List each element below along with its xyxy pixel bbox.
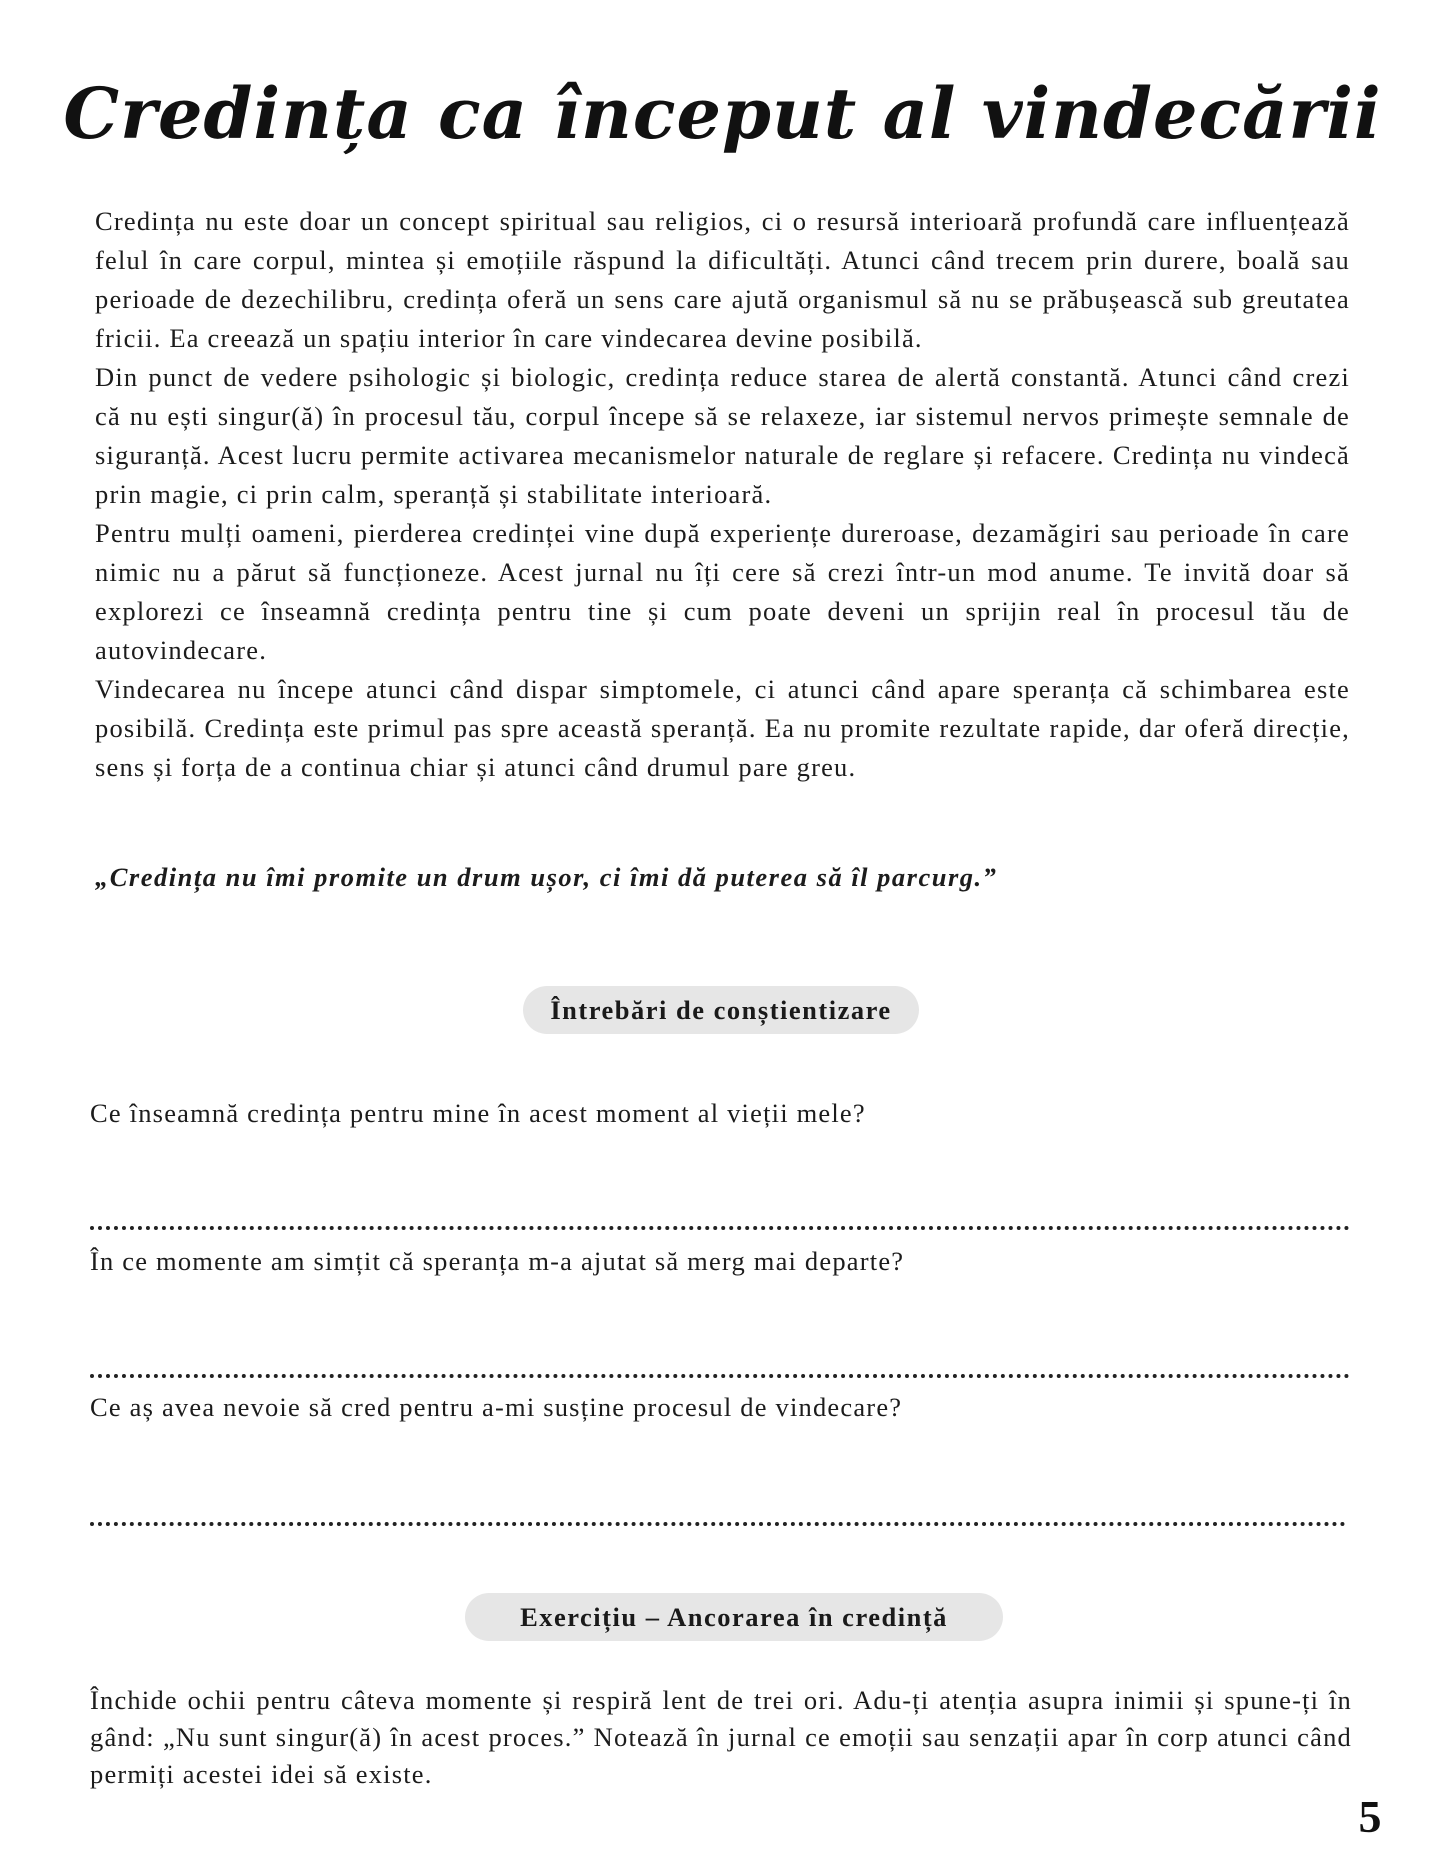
page-title: Credința ca început al vindecării [63, 72, 1382, 155]
intro-paragraph-3: Pentru mulți oameni, pierderea credinței vine după experiențe dureroase, dezamăgiri sau perioade în care nimic nu a părut să funcționeze. Acest jurnal nu îți cere să crezi într-un mod anume. Te invită doar să explorezi ce înseamnă credința pentru tine și cum poate deveni un sprijin real în procesul tău de autovindecare. [95, 518, 1350, 665]
intro-paragraph-2: Din punct de vedere psihologic și biologic, credința reduce starea de alertă constantă. Atunci când crezi că nu ești singur(ă) în procesul tău, corpul începe să se relaxeze, iar sistemul nervos primește semnale de siguranță. Acest lucru permite activarea mecanismelor naturale de reglare și refacere. Credința nu vindecă prin magie, ci prin calm, speranță și stabilitate interioară. [95, 362, 1350, 509]
exercise-text: Închide ochii pentru câteva momente și respiră lent de trei ori. Adu-ți atenția asupra inimii și spune-ți în gând: „Nu sunt singur(ă) în acest proces.” Notează în jurnal ce emoții sau senzații apar în corp atunci când permiți acestei idei să existe. [90, 1685, 1352, 1789]
intro-text [95, 202, 1350, 787]
exercise-heading: Exercițiu – Ancorarea în credință [465, 1593, 1003, 1641]
intro-paragraph-1: Credința nu este doar un concept spiritual sau religios, ci o resursă interioară profundă care influențează felul în care corpul, mintea și emoțiile răspund la dificultăți. Atunci când trecem prin durere, boală sau perioade de dezechilibru, credința oferă un sens care ajută organismul să nu se prăbușească sub greutatea fricii. Ea creează un spațiu interior în care vindecarea devine posibilă. [95, 206, 1350, 353]
question-2: În ce momente am simțit că speranța m-a ajutat să merg mai departe? [90, 1246, 905, 1276]
answer-line-2[interactable] [90, 1374, 1350, 1378]
answer-line-3[interactable] [90, 1522, 1346, 1526]
intro-paragraph-4: Vindecarea nu începe atunci când dispar simptomele, ci atunci când apare speranța că schimbarea este posibilă. Credința este primul pas spre această speranță. Ea nu promite rezultate rapide, dar oferă direcție, sens și forța de a continua chiar și atunci când drumul pare greu. [95, 674, 1350, 782]
page-number: 5 [1358, 1791, 1382, 1842]
awareness-questions-heading: Întrebări de conștientizare [523, 986, 919, 1034]
quote: „Credința nu îmi promite un drum ușor, ci îmi dă puterea să îl parcurg.” [95, 862, 998, 892]
question-3: Ce aș avea nevoie să cred pentru a-mi susține procesul de vindecare? [90, 1392, 903, 1422]
answer-line-1[interactable] [90, 1226, 1350, 1230]
question-1: Ce înseamnă credința pentru mine în acest moment al vieții mele? [90, 1098, 866, 1128]
